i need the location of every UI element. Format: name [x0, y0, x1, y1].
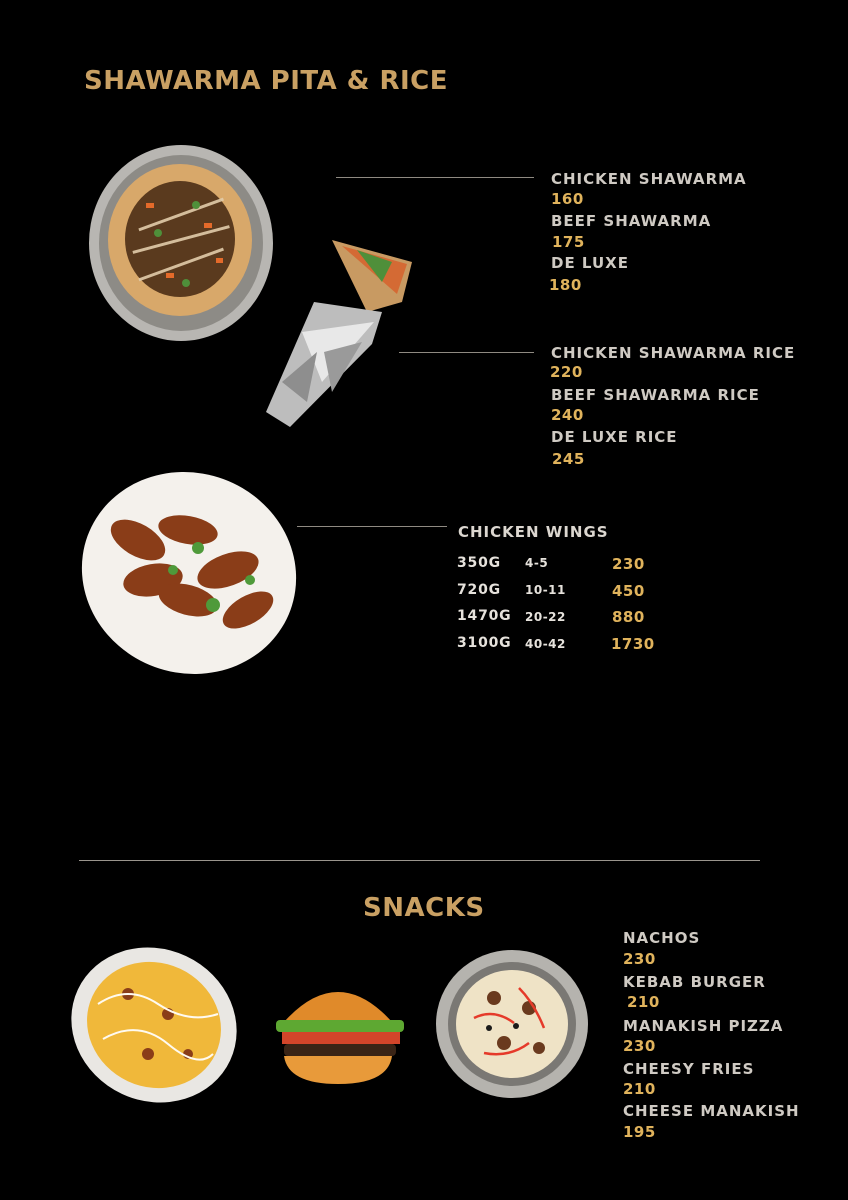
divider-line [336, 177, 534, 178]
wings-weight: 720G [457, 582, 501, 598]
wings-pieces: 40-42 [525, 637, 566, 651]
nachos-plate-image [68, 944, 240, 1106]
wings-weight: 1470G [457, 608, 512, 624]
section-title-snacks: SNACKS [363, 893, 485, 923]
snack-item-name: NACHOS [623, 929, 701, 947]
snack-item-name: CHEESE MANAKISH [623, 1102, 800, 1120]
snack-item-price: 230 [623, 1037, 656, 1055]
snack-item-price: 210 [627, 993, 660, 1011]
snack-item-name: CHEESY FRIES [623, 1060, 755, 1078]
snack-item-price: 195 [623, 1123, 656, 1141]
divider-line [399, 352, 534, 353]
menu-item-name: DE LUXE [551, 254, 629, 272]
snack-item-price: 230 [623, 950, 656, 968]
divider-line [297, 526, 447, 527]
wings-price: 1730 [611, 635, 655, 653]
menu-item-price: 245 [552, 450, 585, 468]
menu-item-price: 160 [551, 190, 584, 208]
wings-pieces: 20-22 [525, 610, 566, 624]
section-title-shawarma: SHAWARMA PITA & RICE [84, 66, 449, 96]
menu-item-price: 180 [549, 276, 582, 294]
snack-item-price: 210 [623, 1080, 656, 1098]
wings-price: 450 [612, 582, 645, 600]
wings-title: CHICKEN WINGS [458, 523, 609, 541]
snack-item-name: MANAKISH PIZZA [623, 1017, 784, 1035]
wings-pieces: 4-5 [525, 556, 549, 570]
chicken-wings-plate-image [78, 470, 300, 676]
wings-price: 880 [612, 608, 645, 626]
menu-item-price: 240 [551, 406, 584, 424]
snack-item-name: KEBAB BURGER [623, 973, 766, 991]
shawarma-rice-plate-image [86, 143, 276, 343]
kebab-burger-image [266, 972, 410, 1086]
menu-item-name: BEEF SHAWARMA [551, 212, 712, 230]
menu-item-name: CHICKEN SHAWARMA RICE [551, 344, 796, 362]
shawarma-wrap-image [262, 232, 417, 434]
wings-weight: 3100G [457, 635, 512, 651]
wings-pieces: 10-11 [525, 583, 566, 597]
menu-item-name: BEEF SHAWARMA RICE [551, 386, 760, 404]
menu-item-price: 220 [550, 363, 583, 381]
wings-price: 230 [612, 555, 645, 573]
section-divider [79, 860, 760, 861]
manakish-pizza-image [434, 948, 590, 1100]
menu-item-name: DE LUXE RICE [551, 428, 678, 446]
menu-item-price: 175 [552, 233, 585, 251]
wings-weight: 350G [457, 555, 501, 571]
menu-item-name: CHICKEN SHAWARMA [551, 170, 747, 188]
